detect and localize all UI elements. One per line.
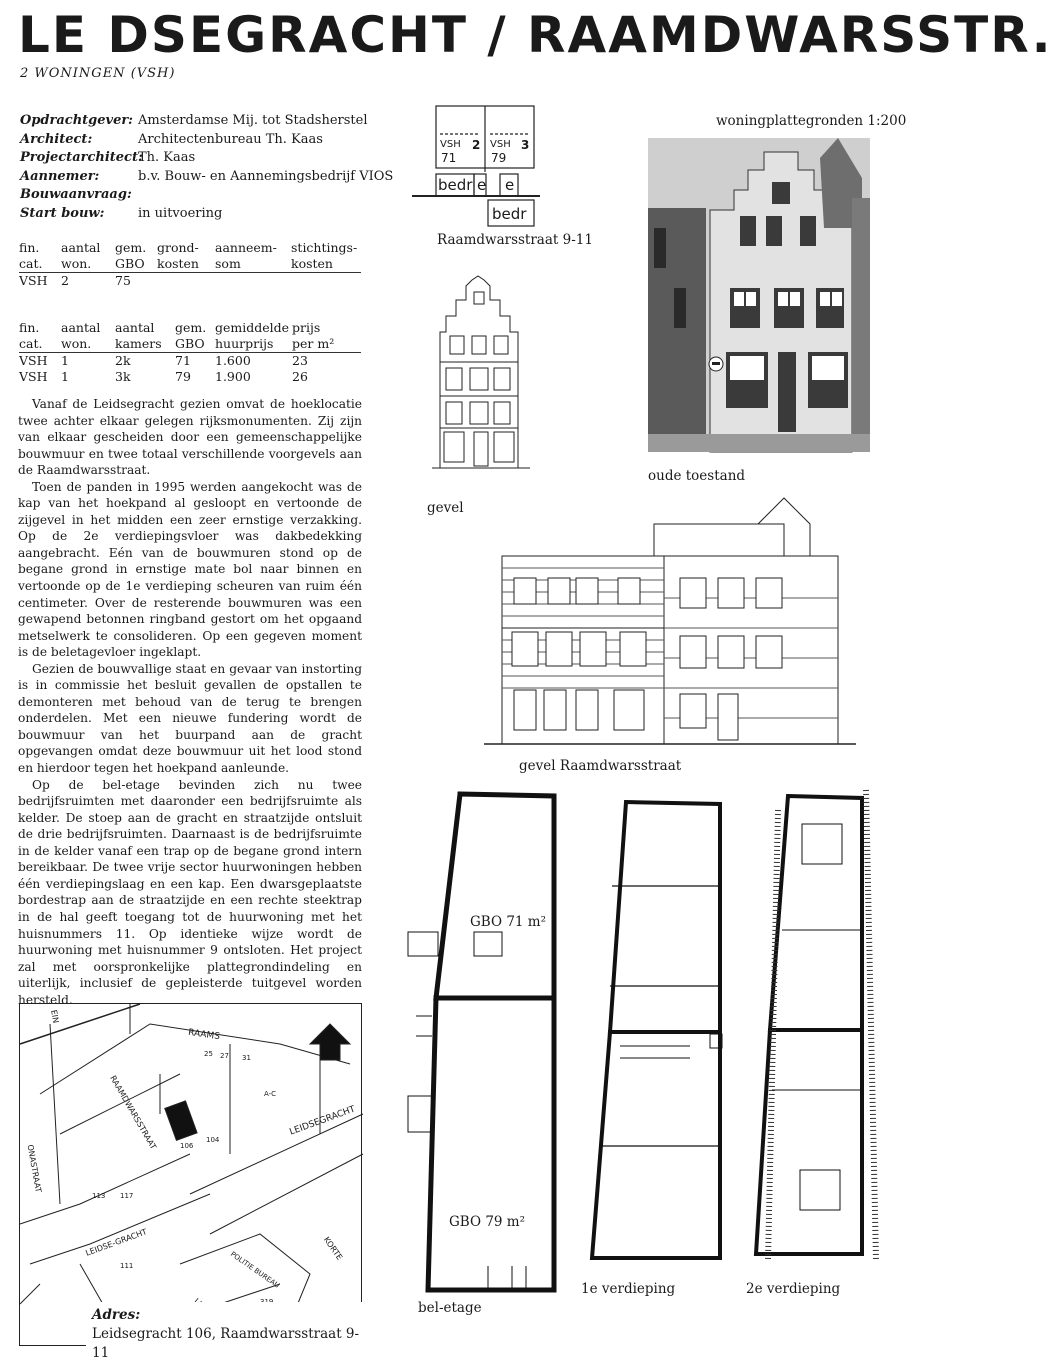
address-label: Adres: [92, 1307, 141, 1323]
gevel-caption: gevel [427, 500, 464, 516]
credit-label: Projectarchitect: [20, 150, 143, 166]
table-header: aantal won. [61, 320, 115, 353]
table-cell: 71 [175, 353, 191, 368]
table-cell: 1.600 [215, 353, 251, 368]
key-plan [410, 104, 540, 230]
map-house-number: 106 [180, 1142, 194, 1150]
table-header: stichtings- kosten [291, 240, 361, 273]
cost-table [19, 240, 361, 289]
key-plan-caption: Raamdwarsstraat 9-11 [437, 232, 593, 248]
unit-b-type: VSH [490, 139, 511, 150]
map-street-label: ONASTRAAT [25, 1143, 43, 1194]
table-cell [157, 273, 215, 289]
table-cell: 26 [292, 368, 308, 384]
unit-b-gbo: 79 [491, 151, 507, 165]
table-header: aantal kamers [115, 320, 175, 353]
floor-bel-caption: bel-etage [418, 1300, 482, 1316]
credit-row-start [20, 205, 400, 224]
table-cell: 1 [61, 353, 69, 368]
credit-row-client [20, 112, 400, 131]
credit-value: in uitvoering [138, 205, 223, 221]
map-house-number: 111 [120, 1262, 134, 1270]
street-elevation-caption: gevel Raamdwarsstraat [519, 758, 682, 774]
table-row [19, 353, 361, 369]
table-header: fin. cat. [19, 240, 61, 273]
table-cell: 1.900 [215, 368, 251, 384]
table-cell: VSH [19, 368, 48, 384]
credit-label: Bouwaanvraag: [20, 187, 132, 203]
key-cell-bedr: bedr [438, 176, 473, 194]
credit-value: Th. Kaas [138, 150, 196, 166]
rent-table [19, 320, 361, 384]
table-header: gem. GBO [175, 320, 215, 353]
table-cell: VSH [19, 273, 48, 288]
credit-label: Opdrachtgever: [20, 113, 133, 128]
project-description [18, 396, 362, 1008]
gbo-top-label: GBO 71 m² [470, 914, 546, 930]
credit-label: Architect: [20, 131, 93, 147]
table-header: fin. cat. [19, 320, 61, 353]
body-paragraph: Op de bel-etage bevinden zich nu twee bedrijfsruimten met daaronder een bedrijfsruimte als kelder. De stoep aan de gracht en straatzijde ontsluit de drie bedrijfsruimten. Daarnaast is de bedrijfsruimte in de kelder vanaf een trap op de begane grond intern bereikbaar. De twee vrije sector huurwoningen hebben één verdiepingslaag en een kap. Een dwarsgeplaatste bordestrap aan de straatzijde en een rechte steektrap in de hal geeft toegang tot de huurwoning met het huisnummers 11. Op identieke wijze wordt de huurwoning met huisnummer 9 ontsloten. Het project zal met oorspronkelijke plattegrondindeling en uiterlijk, inclusief de gepleisterde tuitgevel worden hersteld. [18, 777, 362, 1007]
table-header: gem. GBO [115, 240, 157, 273]
credit-row-contractor [20, 168, 400, 187]
credit-value: Amsterdamse Mij. tot Stadsherstel [138, 113, 368, 128]
table-cell: 3k [115, 368, 131, 384]
map-house-number: 25 [204, 1050, 213, 1058]
credit-value: Architectenbureau Th. Kaas [138, 131, 323, 147]
page-subtitle: 2 WONINGEN (VSH) [20, 66, 176, 81]
credit-row-architect [20, 131, 400, 150]
key-cell-e: e [505, 176, 515, 194]
map-street-label: LEIDSE-GRACHT [84, 1227, 149, 1258]
old-state-caption: oude toestand [648, 468, 746, 484]
body-paragraph: Toen de panden in 1995 werden aangekocht was de kap van het hoekpand al gesloopt en vertoonde de zijgevel in het midden een zeer ernstige verzakking. Op de 2e verdiepingsvloer was dakbedekking aangebracht. Eén van de bouwmuren stond op de begane grond in ernstige mate bol naar binnen en vertoonde op de 1e verdieping scheuren van ruim één centimeter. Over de resterende bouwmuren was een gewapend betonnen ringband gestort om het opgaand metselwerk te consolideren. Op een gegeven moment is de beletagevloer ingeklapt. [18, 479, 362, 660]
old-state-photo [648, 138, 870, 452]
credit-value [138, 186, 400, 205]
site-map [19, 1003, 362, 1346]
project-credits [20, 112, 400, 224]
table-header: gemiddelde huurprijs [215, 320, 292, 353]
credit-value: b.v. Bouw- en Aannemingsbedrijf VIOS [138, 168, 394, 184]
unit-a-type: VSH [440, 139, 461, 150]
map-house-number: 31 [242, 1054, 251, 1062]
map-house-number: 117 [120, 1192, 134, 1200]
map-house-number: 104 [206, 1136, 220, 1144]
plans-scale-label: woningplattegronden 1:200 [716, 113, 907, 129]
address-block [86, 1302, 378, 1367]
body-paragraph: Gezien de bouwvallige staat en gevaar van instorting is in commissie het besluit gevallen de opstallen te demonteren met behoud van de terug te brengen onderdelen. Met een nieuwe fundering wordt de bouwmuur van het buurpand aan de gracht opgevangen omdat deze bouwmuur uit het lood stond en hierdoor tegen het hoekpand aanleunde. [18, 661, 362, 776]
map-house-number: 27 [220, 1052, 229, 1060]
credit-row-project-architect [20, 149, 400, 168]
credit-label: Start bouw: [20, 205, 105, 221]
gbo-bottom-label: GBO 79 m² [449, 1214, 525, 1230]
unit-a-gbo: 71 [441, 151, 457, 165]
key-cell-e: e [477, 176, 487, 194]
floor-plan-second [742, 790, 892, 1260]
map-street-label: RAAMDWARSSTRAAT [108, 1074, 158, 1151]
street-elevation [484, 498, 856, 760]
map-house-number: 113 [92, 1192, 106, 1200]
table-cell: 1 [61, 368, 69, 384]
table-header: aanneem- som [215, 240, 291, 273]
table-cell: VSH [19, 353, 48, 368]
key-cell-bedr: bedr [492, 205, 527, 223]
map-house-number: A-C [264, 1090, 277, 1098]
table-cell: 2 [61, 273, 69, 288]
map-street-label: RAAMS [187, 1027, 221, 1043]
body-paragraph: Vanaf de Leidsegracht gezien omvat de hoeklocatie twee achter elkaar gelegen rijksmonumenten. Zij zijn van elkaar gescheiden door een gemeenschappelijke bouwmuur en twee totaal verschillende voorgevels aan de Raamdwarsstraat. [18, 397, 362, 478]
address-value: Leidsegracht 106, Raamdwarsstraat 9-11 [92, 1326, 360, 1361]
map-street-label: LEIDSEGRACHT [288, 1104, 357, 1138]
floor-2-caption: 2e verdieping [746, 1281, 841, 1297]
unit-a-number: 2 [472, 138, 481, 152]
floor-1-caption: 1e verdieping [581, 1281, 676, 1297]
credit-label: Aannemer: [20, 168, 100, 184]
credit-row-permit [20, 186, 400, 205]
map-street-label: EIN [49, 1009, 61, 1024]
table-header: aantal won. [61, 240, 115, 273]
table-cell: 79 [175, 368, 191, 384]
table-cell: 75 [115, 273, 131, 288]
table-row [19, 369, 361, 385]
page-title: LE DSEGRACHT / RAAMDWARSSTR. [18, 6, 1053, 64]
table-cell [215, 273, 291, 289]
table-cell: 2k [115, 353, 131, 368]
unit-b-number: 3 [521, 138, 530, 152]
table-header-row [19, 320, 361, 353]
table-header: grond- kosten [157, 240, 215, 273]
table-row [19, 273, 361, 289]
gevel-elevation [432, 272, 530, 470]
floor-plan-first [580, 796, 730, 1264]
table-header: prijs per m² [292, 320, 361, 353]
table-cell: 23 [292, 353, 308, 368]
table-cell [291, 273, 361, 289]
map-street-label: POLITIE BUREAU [228, 1250, 281, 1290]
table-header-row [19, 240, 361, 273]
map-street-label: KORTE [321, 1235, 345, 1262]
